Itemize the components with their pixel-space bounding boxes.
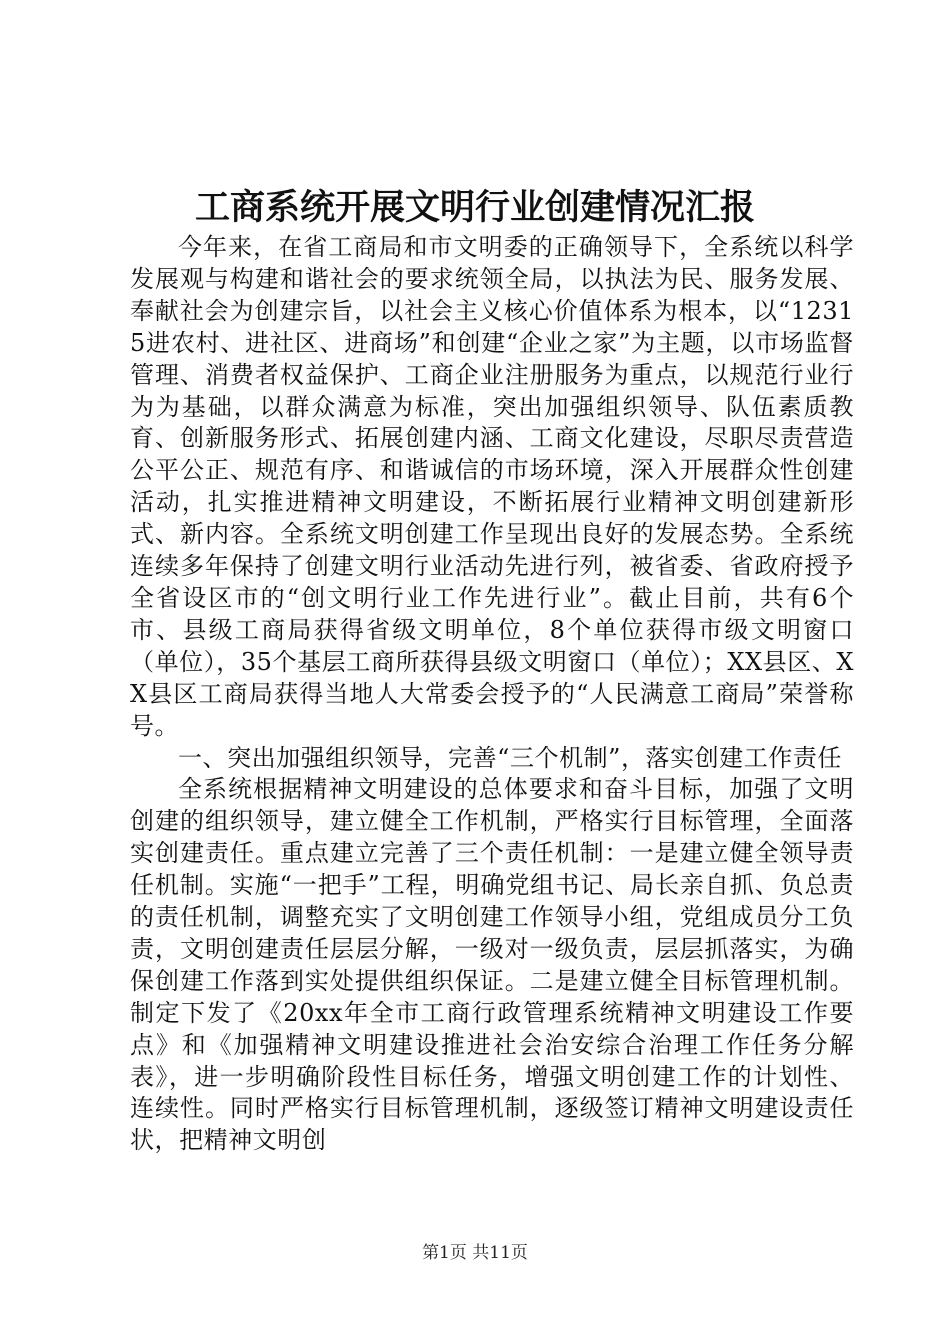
page-footer: 第1页 共11页: [422, 1243, 528, 1263]
paragraph-section-1: 全系统根据精神文明建设的总体要求和奋斗目标，加强了文明创建的组织领导，建立健全工作机制，严格实行目标管理，全面落实创建责任。重点建立完善了三个责任机制：一是建立健全领导责任机制。实施“一把手”工程，明确党组书记、局长亲自抓、负总责的责任机制，调整充实了文明创建工作领导小组，党组成员分工负责，文明创建责任层层分解，一级对一级负责，层层抓落实，为确保创建工作落到实处提供组织保证。二是建立健全目标管理机制。制定下发了《20xx年全市工商行政管理系统精神文明建设工作要点》和《加强精神文明建设推进社会治安综合治理工作任务分解表》，进一步明确阶段性目标任务，增强文明创建工作的计划性、连续性。同时严格实行目标管理机制，逐级签订精神文明建设责任状，把精神文明创: [130, 775, 854, 1155]
document-body: [130, 232, 854, 1157]
document-title: 工商系统开展文明行业创建情况汇报: [194, 187, 755, 228]
paragraph-intro: 今年来，在省工商局和市文明委的正确领导下，全系统以科学发展观与构建和谐社会的要求统领全局，以执法为民、服务发展、奉献社会为创建宗旨，以社会主义核心价值体系为根本，以“12315进农村、进社区、进商场”和创建“企业之家”为主题，以市场监督管理、消费者权益保护、工商企业注册服务为重点，以规范行业行为为基础，以群众满意为标准，突出加强组织领导、队伍素质教育、创新服务形式、拓展创建内涵、工商文化建设，尽职尽责营造公平公正、规范有序、和谐诚信的市场环境，深入开展群众性创建活动，扎实推进精神文明建设，不断拓展行业精神文明创建新形式、新内容。全系统文明创建工作呈现出良好的发展态势。全系统连续多年保持了创建文明行业活动先进行列，被省委、省政府授予全省设区市的“创文明行业工作先进行业”。截止目前，共有6个市、县级工商局获得省级文明单位，8个单位获得市级文明窗口（单位），35个基层工商所获得县级文明窗口（单位）；XX县区、XX县区工商局获得当地人大常委会授予的“人民满意工商局”荣誉称号。: [130, 233, 854, 740]
section-heading-1: 一、突出加强组织领导，完善“三个机制”，落实创建工作责任: [178, 743, 842, 772]
